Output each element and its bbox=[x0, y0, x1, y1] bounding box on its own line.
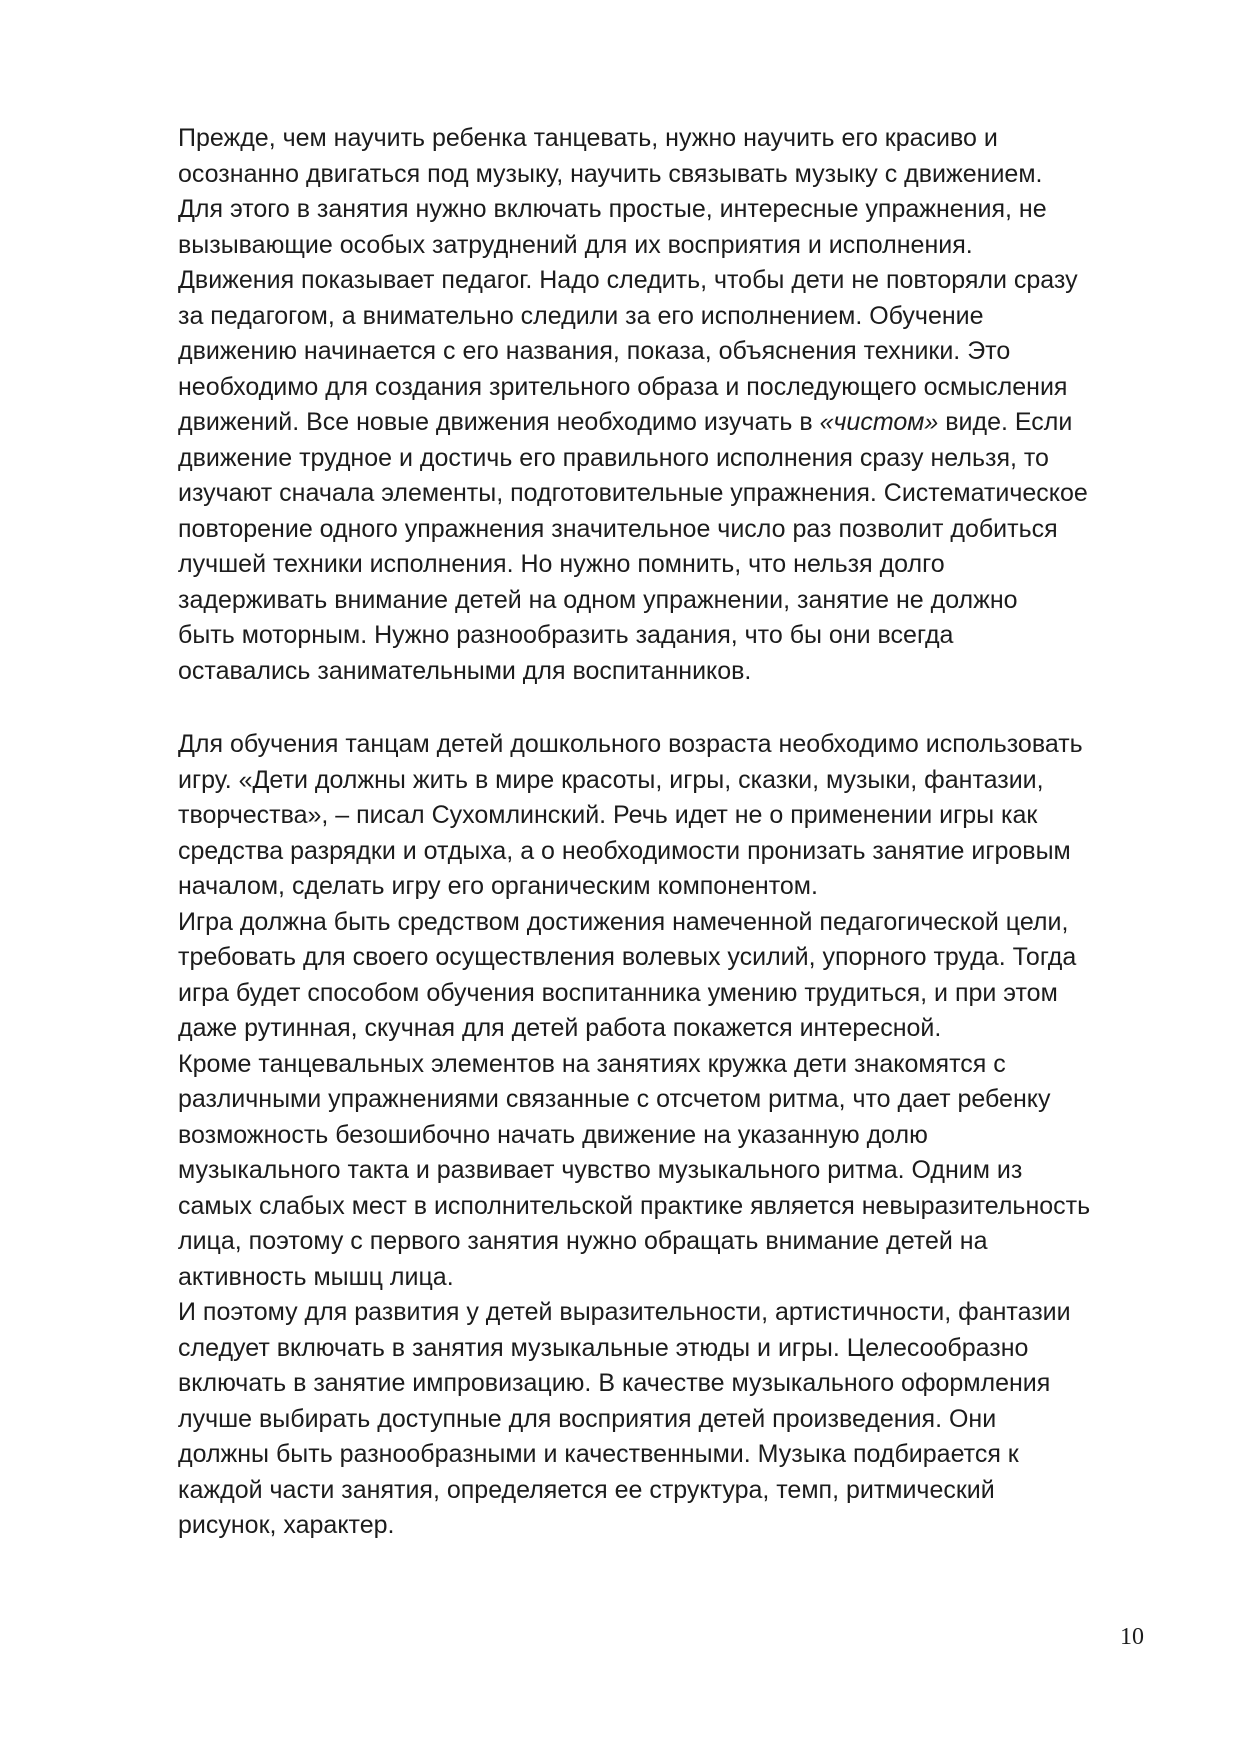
text-line: включать в занятие импровизацию. В качестве музыкального оформления bbox=[178, 1369, 1051, 1397]
text-line: движение трудное и достичь его правильного исполнения сразу нельзя, то bbox=[178, 443, 1049, 472]
paragraph-dance-teaching-basics bbox=[178, 121, 1168, 689]
text-line: игра будет способом обучения воспитанника умению трудиться, и при этом bbox=[178, 978, 1058, 1007]
text-line: даже рутинная, скучная для детей работа покажется интересной. bbox=[178, 1014, 942, 1042]
text-line: Игра должна быть средством достижения намеченной педагогической цели, bbox=[178, 907, 1069, 936]
text-line: вызывающие особых затруднений для их восприятия и исполнения. bbox=[178, 230, 973, 259]
text-line: игру. «Дети должны жить в мире красоты, игры, сказки, музыки, фантазии, bbox=[178, 765, 1044, 794]
text-line: музыкального такта и развивает чувство музыкального ритма. Одним из bbox=[178, 1156, 1023, 1184]
text-line: возможность безошибочно начать движение на указанную долю bbox=[178, 1120, 928, 1149]
text-line: повторение одного упражнения значительное число раз позволит добиться bbox=[178, 514, 1058, 543]
text-line: задерживать внимание детей на одном упражнении, занятие не должно bbox=[178, 585, 1018, 614]
text-line: активность мышц лица. bbox=[178, 1262, 454, 1291]
text-line: И поэтому для развития у детей выразительности, артистичности, фантазии bbox=[178, 1298, 1071, 1326]
text-line: самых слабых мест в исполнительской практике является невыразительность bbox=[178, 1191, 1091, 1220]
text-line: Для обучения танцам детей дошкольного возраста необходимо использовать bbox=[178, 730, 1083, 758]
text-line: изучают сначала элементы, подготовительные упражнения. Систематическое bbox=[178, 479, 1088, 507]
text-line: Прежде, чем научить ребенка танцевать, нужно научить его красиво и bbox=[178, 124, 998, 152]
text-line: быть моторным. Нужно разнообразить задания, что бы они всегда bbox=[178, 621, 954, 649]
text-line: каждой части занятия, определяется ее структура, темп, ритмический bbox=[178, 1475, 995, 1504]
text-line: средства разрядки и отдыха, а о необходимости пронизать занятие игровым bbox=[178, 836, 1071, 865]
text-line: требовать для своего осуществления волевых усилий, упорного труда. Тогда bbox=[178, 943, 1077, 971]
text-line: Движения показывает педагог. Надо следить, чтобы дети не повторяли сразу bbox=[178, 266, 1078, 294]
text-segment: движений. Все новые движения необходимо изучать в bbox=[178, 408, 820, 436]
text-line: рисунок, характер. bbox=[178, 1511, 395, 1539]
page-number: 10 bbox=[1120, 1624, 1144, 1650]
text-line: Кроме танцевальных элементов на занятиях кружка дети знакомятся с bbox=[178, 1049, 1006, 1078]
text-line-with-emphasis bbox=[178, 405, 1168, 441]
text-line: Для этого в занятия нужно включать простые, интересные упражнения, не bbox=[178, 195, 1047, 223]
text-line: движению начинается с его названия, показа, объяснения техники. Это bbox=[178, 337, 1011, 365]
text-line: началом, сделать игру его органическим компонентом. bbox=[178, 872, 818, 900]
emphasized-word: «чистом» bbox=[819, 408, 939, 436]
text-line: лучше выбирать доступные для восприятия детей произведения. Они bbox=[178, 1404, 997, 1433]
text-line: за педагогом, а внимательно следили за его исполнением. Обучение bbox=[178, 301, 984, 330]
text-line: оставались занимательными для воспитанников. bbox=[178, 656, 752, 685]
text-line: необходимо для создания зрительного образа и последующего осмысления bbox=[178, 372, 1068, 401]
text-line: осознанно двигаться под музыку, научить связывать музыку с движением. bbox=[178, 159, 1043, 188]
text-line: должны быть разнообразными и качественными. Музыка подбирается к bbox=[178, 1440, 1019, 1468]
text-line: различными упражнениями связанные с отсчетом ритма, что дает ребенку bbox=[178, 1085, 1051, 1113]
paragraph-game-in-teaching bbox=[178, 727, 1168, 1544]
text-line: лица, поэтому с первого занятия нужно обращать внимание детей на bbox=[178, 1227, 988, 1255]
text-segment: виде. Если bbox=[938, 408, 1073, 436]
text-line: лучшей техники исполнения. Но нужно помнить, что нельзя долго bbox=[178, 550, 945, 578]
text-line: следует включать в занятия музыкальные этюды и игры. Целесообразно bbox=[178, 1333, 1029, 1362]
text-line: творчества», – писал Сухомлинский. Речь идет не о применении игры как bbox=[178, 801, 1038, 829]
